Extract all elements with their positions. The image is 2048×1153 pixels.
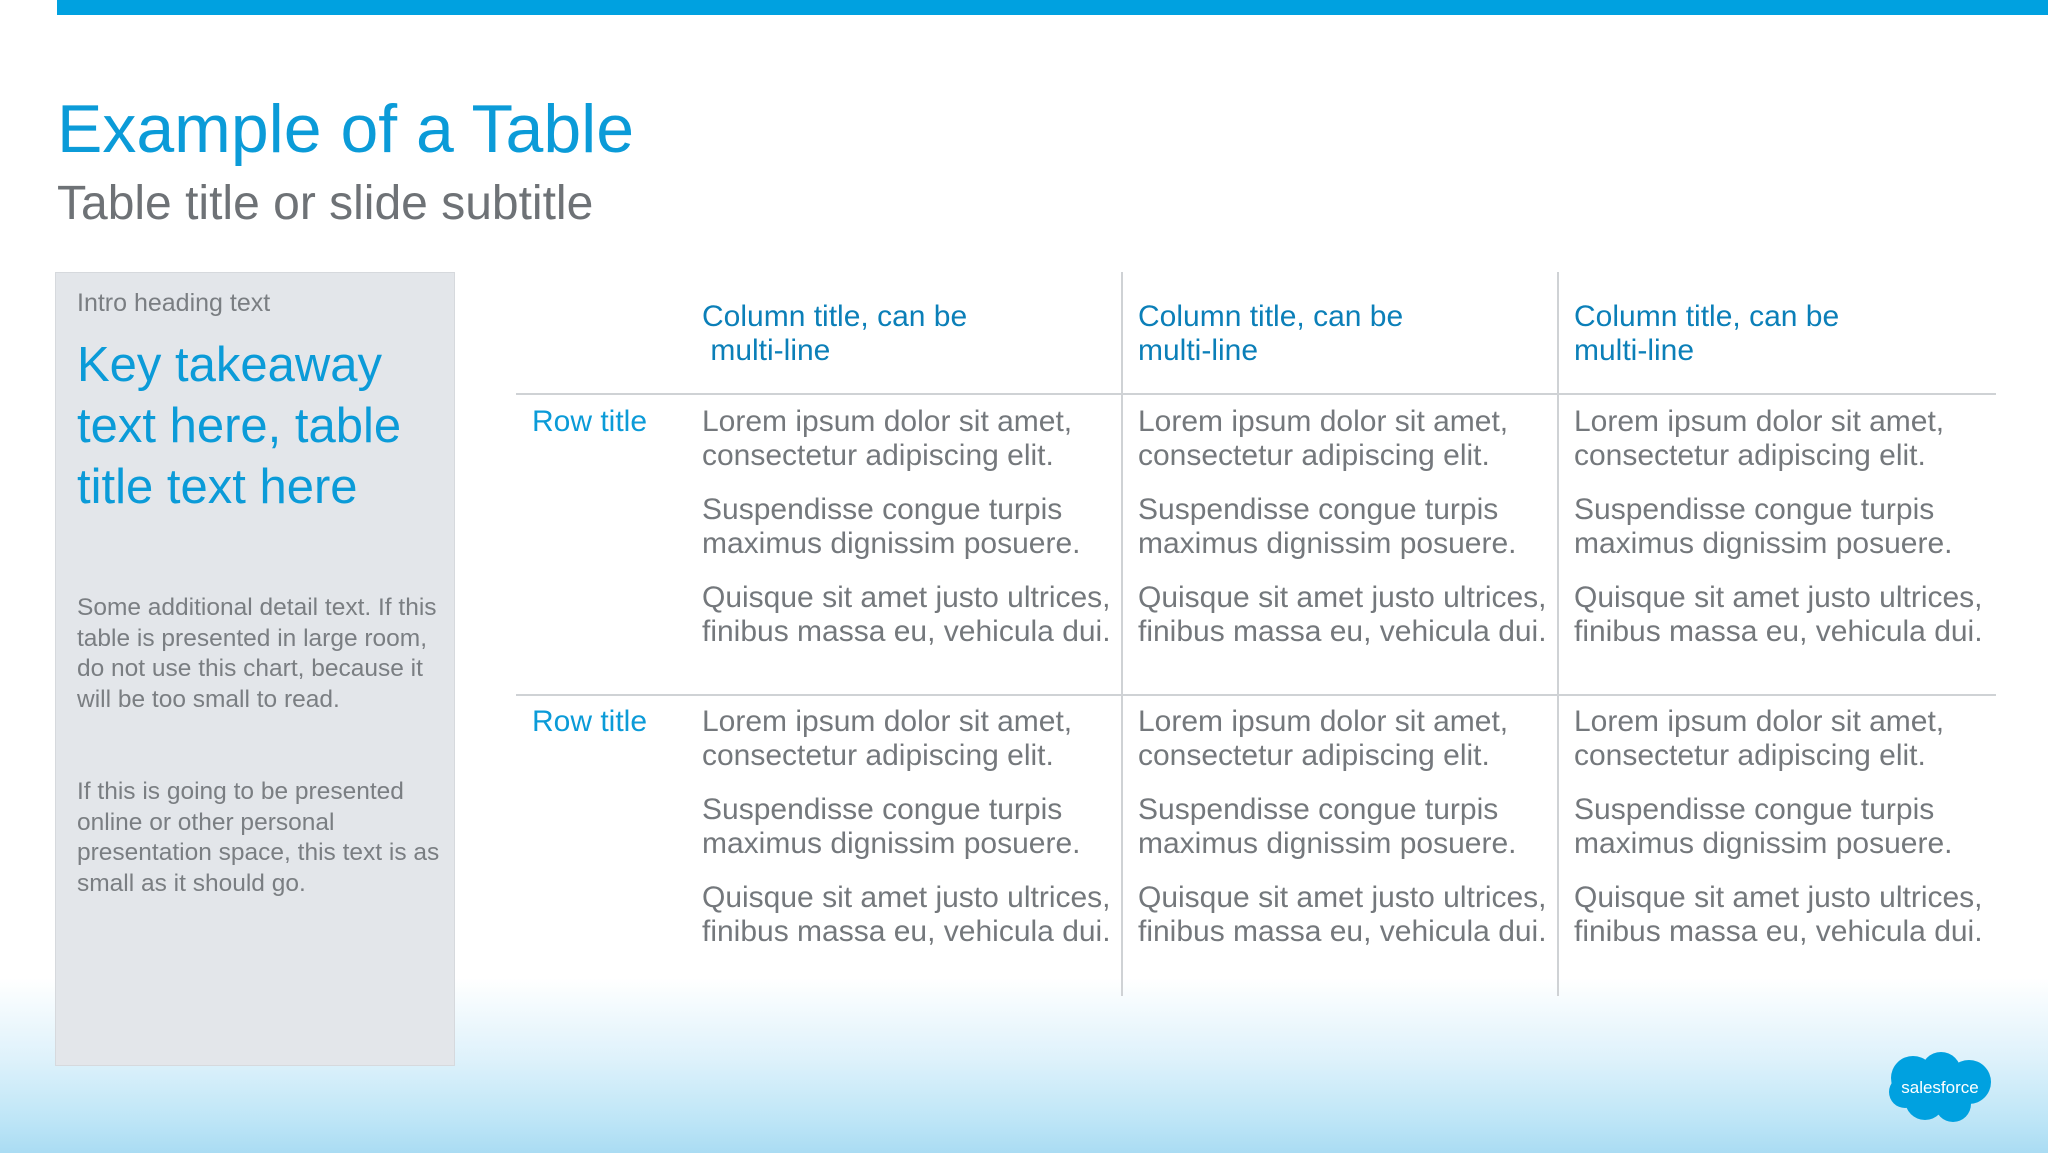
- table-cell: [1574, 705, 1999, 949]
- column-header: Column title, can be multi-line: [702, 300, 968, 367]
- table-cell: [702, 405, 1127, 649]
- cell-paragraph: Lorem ipsum dolor sit amet, consectetur adipiscing elit.: [1138, 705, 1509, 772]
- cell-paragraph: Quisque sit amet justo ultrices, finibus massa eu, vehicula dui.: [1138, 581, 1547, 648]
- cell-paragraph: Quisque sit amet justo ultrices, finibus massa eu, vehicula dui.: [1574, 581, 1983, 648]
- intro-heading: Intro heading text: [77, 289, 271, 317]
- cell-paragraph: Quisque sit amet justo ultrices, finibus massa eu, vehicula dui.: [1138, 881, 1547, 948]
- row-header: Row title: [532, 705, 648, 738]
- table-cell: [1138, 405, 1563, 649]
- cell-paragraph: Quisque sit amet justo ultrices, finibus massa eu, vehicula dui.: [1574, 881, 1983, 948]
- salesforce-logo: [1885, 1050, 1995, 1126]
- table-cell: [1574, 405, 1999, 649]
- cell-paragraph: Suspendisse congue turpis maximus dignissim posuere.: [1138, 493, 1517, 560]
- cell-paragraph: Suspendisse congue turpis maximus dignissim posuere.: [1574, 493, 1953, 560]
- logo-text: salesforce: [1901, 1078, 1979, 1097]
- detail-text-1: Some additional detail text. If this table is presented in large room, do not use this chart, because it will be too small to read.: [77, 594, 437, 713]
- column-header: Column title, can be multi-line: [1138, 300, 1404, 367]
- cell-paragraph: Suspendisse congue turpis maximus dignissim posuere.: [702, 493, 1081, 560]
- detail-text-2: If this is going to be presented online or other personal presentation space, this text is as small as it should go.: [77, 778, 440, 897]
- cell-paragraph: Lorem ipsum dolor sit amet, consectetur adipiscing elit.: [702, 705, 1073, 772]
- column-header: Column title, can be multi-line: [1574, 300, 1840, 367]
- row-header: Row title: [532, 405, 648, 438]
- intro-side-panel: [55, 272, 455, 1066]
- key-takeaway-text: Key takeaway text here, table title text here: [77, 338, 402, 514]
- slide-subtitle: Table title or slide subtitle: [57, 177, 594, 230]
- header-divider: [516, 393, 1996, 395]
- cell-paragraph: Lorem ipsum dolor sit amet, consectetur adipiscing elit.: [1574, 405, 1945, 472]
- top-accent-bar: [57, 0, 2048, 15]
- table-cell: [702, 705, 1127, 949]
- cell-paragraph: Lorem ipsum dolor sit amet, consectetur adipiscing elit.: [1138, 405, 1509, 472]
- row-divider: [516, 694, 1996, 696]
- cell-paragraph: Suspendisse congue turpis maximus dignissim posuere.: [1138, 793, 1517, 860]
- cell-paragraph: Quisque sit amet justo ultrices, finibus massa eu, vehicula dui.: [702, 881, 1111, 948]
- cell-paragraph: Quisque sit amet justo ultrices, finibus massa eu, vehicula dui.: [702, 581, 1111, 648]
- slide-title: Example of a Table: [57, 91, 635, 167]
- cell-paragraph: Lorem ipsum dolor sit amet, consectetur adipiscing elit.: [702, 405, 1073, 472]
- cell-paragraph: Suspendisse congue turpis maximus dignissim posuere.: [1574, 793, 1953, 860]
- table-cell: [1138, 705, 1563, 949]
- cell-paragraph: Suspendisse congue turpis maximus dignissim posuere.: [702, 793, 1081, 860]
- cell-paragraph: Lorem ipsum dolor sit amet, consectetur adipiscing elit.: [1574, 705, 1945, 772]
